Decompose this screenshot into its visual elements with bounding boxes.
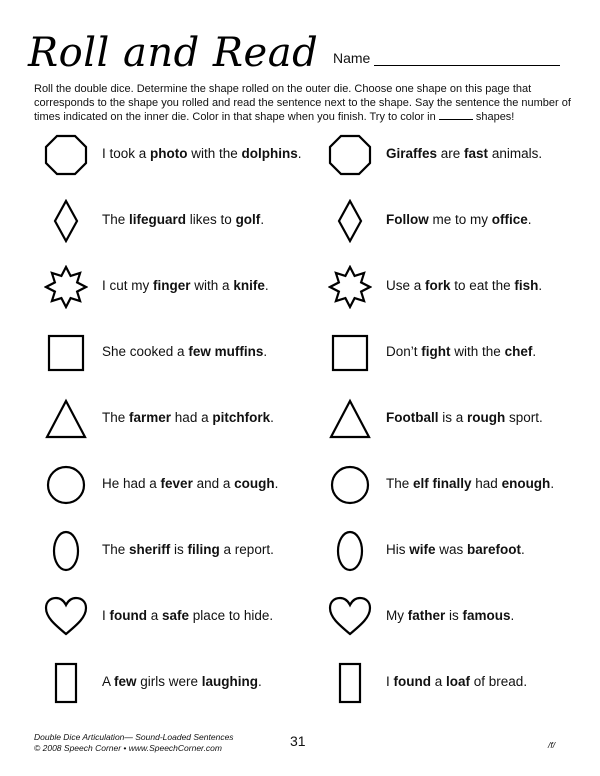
sentence-row-right: [328, 529, 588, 595]
sentence-segment: was: [435, 542, 468, 557]
heart-icon[interactable]: [44, 595, 88, 639]
sentence-segment: a: [147, 608, 163, 623]
sentence-segment: had a: [171, 410, 213, 425]
sentence-text: [386, 542, 525, 557]
rectangle-icon[interactable]: [328, 661, 372, 705]
octagon-icon[interactable]: [44, 133, 88, 177]
sentence-segment: Use a: [386, 278, 426, 293]
sentence-segment: .: [260, 212, 265, 227]
target-word: fast: [464, 146, 489, 161]
target-word: knife: [233, 278, 265, 293]
sentence-text: [386, 344, 536, 359]
sentence-segment: with a: [190, 278, 234, 293]
sentence-text: [386, 146, 542, 161]
sentence-text: [386, 410, 543, 425]
target-word: finger: [153, 278, 191, 293]
sentence-segment: .: [527, 212, 532, 227]
target-word: famous: [462, 608, 511, 623]
target-word: filing: [187, 542, 220, 557]
sentence-segment: My: [386, 608, 408, 623]
target-word: Giraffes: [386, 146, 438, 161]
sentence-text: [102, 410, 274, 425]
sentence-text: [102, 674, 262, 689]
sentence-segment: .: [274, 476, 279, 491]
target-word: office: [491, 212, 528, 227]
sentence-text: [102, 608, 273, 623]
target-word: dolphins: [241, 146, 298, 161]
target-word: barefoot: [467, 542, 522, 557]
sentence-text: [102, 146, 302, 161]
square-icon[interactable]: [328, 331, 372, 375]
sentence-segment: His: [386, 542, 410, 557]
target-word: chef: [504, 344, 533, 359]
sentence-text: [386, 674, 527, 689]
target-word: father: [407, 608, 446, 623]
sentence-row-left: [44, 133, 304, 199]
triangle-icon[interactable]: [328, 397, 372, 441]
triangle-icon[interactable]: [44, 397, 88, 441]
sentence-segment: me to my: [428, 212, 492, 227]
target-word: fish: [514, 278, 539, 293]
target-word: fight: [421, 344, 451, 359]
sentence-segment: I: [102, 608, 110, 623]
target-word: Football: [386, 410, 439, 425]
target-word: found: [109, 608, 147, 623]
diamond-icon[interactable]: [328, 199, 372, 243]
sentence-segment: .: [258, 674, 262, 689]
sentence-text: [102, 476, 278, 491]
target-word: rough: [467, 410, 506, 425]
target-word: golf: [235, 212, 261, 227]
footer-credits: [34, 732, 234, 754]
sentence-segment: animals.: [488, 146, 543, 161]
sentence-row-right: [328, 199, 588, 265]
footer-line-1: Double Dice Articulation— Sound-Loaded Sentences: [34, 732, 234, 742]
sentence-segment: with the: [450, 344, 505, 359]
sentence-segment: are: [437, 146, 465, 161]
target-word: few muffins: [188, 344, 264, 359]
sentence-segment: a report.: [219, 542, 274, 557]
sentence-row-left: [44, 529, 304, 595]
sentence-row-right: [328, 595, 588, 661]
sentence-segment: .: [263, 344, 268, 359]
sentence-row-right: [328, 397, 588, 463]
octagon-icon[interactable]: [328, 133, 372, 177]
target-word: Follow: [386, 212, 429, 227]
sentence-row-right: [328, 133, 588, 199]
target-word: safe: [162, 608, 190, 623]
sentence-segment: likes to: [186, 212, 236, 227]
star-icon[interactable]: [328, 265, 372, 309]
sentence-segment: had: [471, 476, 502, 491]
sentence-segment: The: [102, 212, 130, 227]
sentence-segment: I: [386, 674, 394, 689]
sentence-segment: .: [297, 146, 302, 161]
sentence-segment: is: [170, 542, 188, 557]
sentence-segment: .: [532, 344, 537, 359]
instructions-end: shapes!: [472, 111, 515, 123]
sentence-segment: place to hide.: [189, 608, 274, 623]
sentence-segment: The: [102, 542, 130, 557]
sentence-segment: The: [102, 410, 130, 425]
target-word: few: [114, 674, 137, 689]
sentence-segment: A: [102, 674, 115, 689]
star-icon[interactable]: [44, 265, 88, 309]
sentence-text: [102, 344, 267, 359]
target-sound: /f/: [548, 740, 556, 750]
instructions-text: Roll the double dice. Determine the shape rolled on the outer die. Choose one shape on this page that corresponds to the shape you rolled and read the sentence next to the shape. Say the sentence the number of times indicated on the inner die. Color in that shape when you finish. Try to color in: [34, 83, 571, 123]
sentence-row-left: [44, 331, 304, 397]
sentence-row-right: [328, 661, 588, 727]
sentence-segment: He had a: [102, 476, 161, 491]
target-word: lifeguard: [129, 212, 187, 227]
blank-line: [439, 110, 473, 120]
sentence-row-left: [44, 661, 304, 727]
name-line: [374, 65, 560, 66]
target-word: wife: [409, 542, 436, 557]
sentence-segment: of bread.: [470, 674, 528, 689]
target-word: fever: [160, 476, 193, 491]
name-label: Name: [333, 50, 371, 66]
square-icon[interactable]: [44, 331, 88, 375]
diamond-icon[interactable]: [44, 199, 88, 243]
sentence-text: [386, 476, 554, 491]
target-word: found: [393, 674, 431, 689]
sentence-segment: I cut my: [102, 278, 154, 293]
rectangle-icon[interactable]: [44, 661, 88, 705]
sentence-row-right: [328, 265, 588, 331]
sentence-segment: I took a: [102, 146, 151, 161]
sentence-row-left: [44, 265, 304, 331]
footer-line-2: © 2008 Speech Corner • www.SpeechCorner.com: [34, 743, 222, 753]
sentence-segment: .: [521, 542, 525, 557]
target-word: cough: [234, 476, 275, 491]
sentence-row-left: [44, 595, 304, 661]
sentence-row-left: [44, 397, 304, 463]
sentence-text: [386, 278, 542, 293]
sentence-segment: .: [510, 608, 515, 623]
sentence-segment: She cooked a: [102, 344, 189, 359]
sentence-row-left: [44, 199, 304, 265]
sentence-text: [386, 212, 532, 227]
page-number: 31: [290, 733, 306, 749]
instructions: [34, 82, 574, 124]
sentence-segment: is: [445, 608, 463, 623]
oval-icon[interactable]: [44, 529, 88, 573]
target-word: elf finally: [413, 476, 472, 491]
sentence-segment: with the: [187, 146, 242, 161]
sentence-segment: Don’t: [386, 344, 422, 359]
sentence-segment: .: [264, 278, 269, 293]
circle-icon[interactable]: [44, 463, 88, 507]
sentence-segment: a: [431, 674, 447, 689]
target-word: sheriff: [129, 542, 171, 557]
sentence-text: [102, 542, 274, 557]
sentence-segment: to eat the: [450, 278, 515, 293]
sentence-text: [102, 212, 264, 227]
sentence-segment: girls were: [136, 674, 202, 689]
page-title: Roll and Read: [28, 30, 319, 76]
sentence-segment: and a: [192, 476, 235, 491]
sentence-text: [386, 608, 514, 623]
sentence-row-right: [328, 331, 588, 397]
target-word: photo: [150, 146, 188, 161]
sentence-segment: .: [538, 278, 543, 293]
sentence-segment: .: [270, 410, 274, 425]
sentence-segment: .: [550, 476, 555, 491]
target-word: enough: [501, 476, 551, 491]
sentence-row-right: [328, 463, 588, 529]
target-word: farmer: [129, 410, 172, 425]
sentence-text: [102, 278, 269, 293]
sentence-segment: is a: [438, 410, 468, 425]
target-word: pitchfork: [212, 410, 271, 425]
target-word: laughing: [201, 674, 259, 689]
target-word: loaf: [446, 674, 471, 689]
sentence-segment: The: [386, 476, 414, 491]
target-word: fork: [425, 278, 451, 293]
oval-icon[interactable]: [328, 529, 372, 573]
sentence-segment: sport.: [505, 410, 543, 425]
circle-icon[interactable]: [328, 463, 372, 507]
heart-icon[interactable]: [328, 595, 372, 639]
sentence-row-left: [44, 463, 304, 529]
